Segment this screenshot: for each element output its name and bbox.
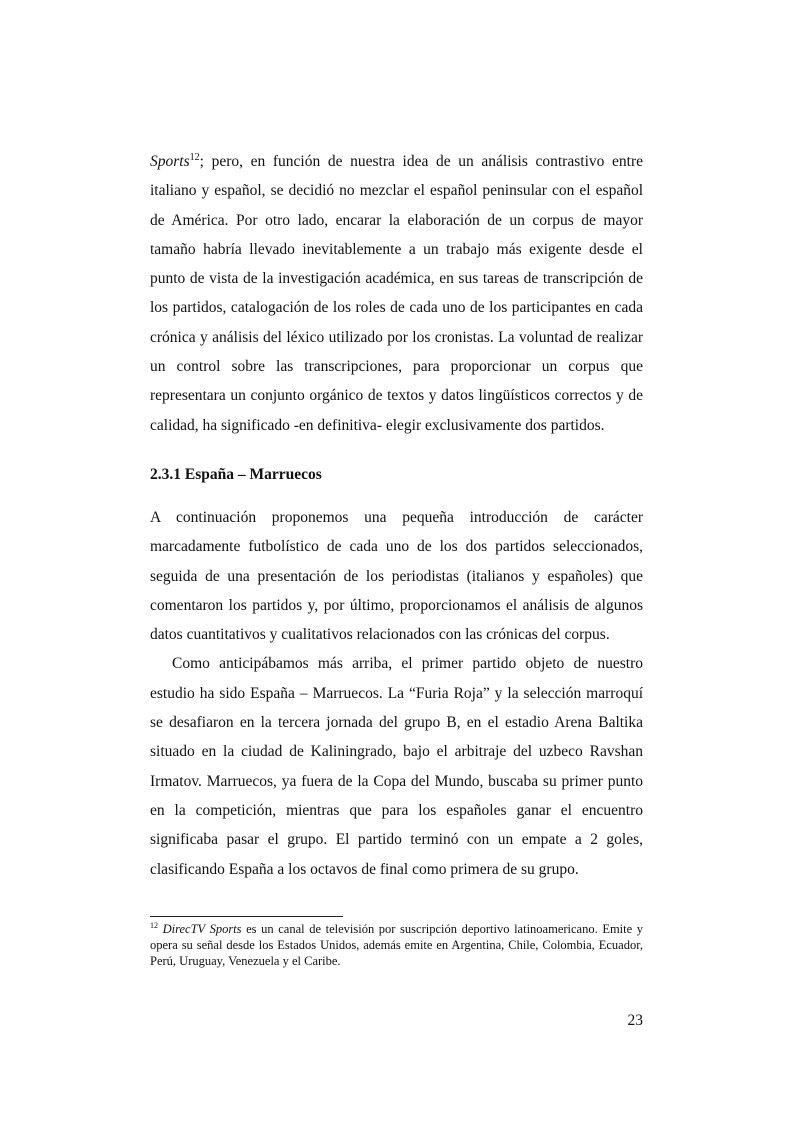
footnote-divider (150, 916, 343, 917)
footnote-text: es un canal de televisión por suscripción deportivo latinoamericano. Emite y opera su señal desde los Estados Unidos, además emite en Argentina, Chile, Colombia, Ecuador, Perú, Uruguay, Venezuela y el Caribe. (150, 922, 644, 968)
italic-lead: Sports (150, 153, 190, 170)
section-heading: 2.3.1 España – Marruecos (150, 465, 322, 483)
footnote-italic: DirecTV Sports (162, 922, 242, 936)
footnote-number: 12 (150, 920, 158, 930)
footnote (150, 921, 643, 969)
page-body (150, 147, 643, 884)
paragraph-1 (150, 147, 643, 440)
paragraph-3: Como anticipábamos más arriba, el primer partido objeto de nuestro estudio ha sido España – Marruecos. La “Furia Roja” y la selección marroquí se desafiaron en la tercera jornada del grupo B, en el estadio Arena Baltika situado en la ciudad de Kaliningrado, bajo el arbitraje del uzbeco Ravshan Irmatov. Marruecos, ya fuera de la Copa del Mundo, buscaba su primer punto en la competición, mientras que para los españoles ganar el encuentro significaba pasar el grupo. El partido terminó con un empate a 2 goles, clasificando España a los octavos de final como primera de su grupo. (150, 655, 643, 878)
page-number: 23 (627, 1012, 643, 1029)
paragraph-2: A continuación proponemos una pequeña introducción de carácter marcadamente futbolístico de cada uno de los dos partidos seleccionados, seguida de una presentación de los periodistas (italianos y españoles) que comentaron los partidos y, por último, proporcionamos el análisis de algunos datos cuantitativos y cualitativos relacionados con las crónicas del corpus. (150, 508, 643, 644)
footnote-reference[interactable]: 12 (189, 151, 200, 163)
paragraph-1-text: ; pero, en función de nuestra idea de un análisis contrastivo entre italiano y español, se decidió no mezclar el español peninsular con el español de América. Por otro lado, encarar la elaboración de un corpus de mayor tamaño habría llevado inevitablemente a un trabajo más exigente desde el punto de vista de la investigación académica, en sus tareas de transcripción de los partidos, catalogación de los roles de cada uno de los participantes en cada crónica y análisis del léxico utilizado por los cronistas. La voluntad de realizar un control sobre las transcripciones, para proporcionar un corpus que representara un conjunto orgánico de textos y datos lingüísticos correctos y de calidad, ha significado -en definitiva- elegir exclusivamente dos partidos. (150, 153, 643, 434)
